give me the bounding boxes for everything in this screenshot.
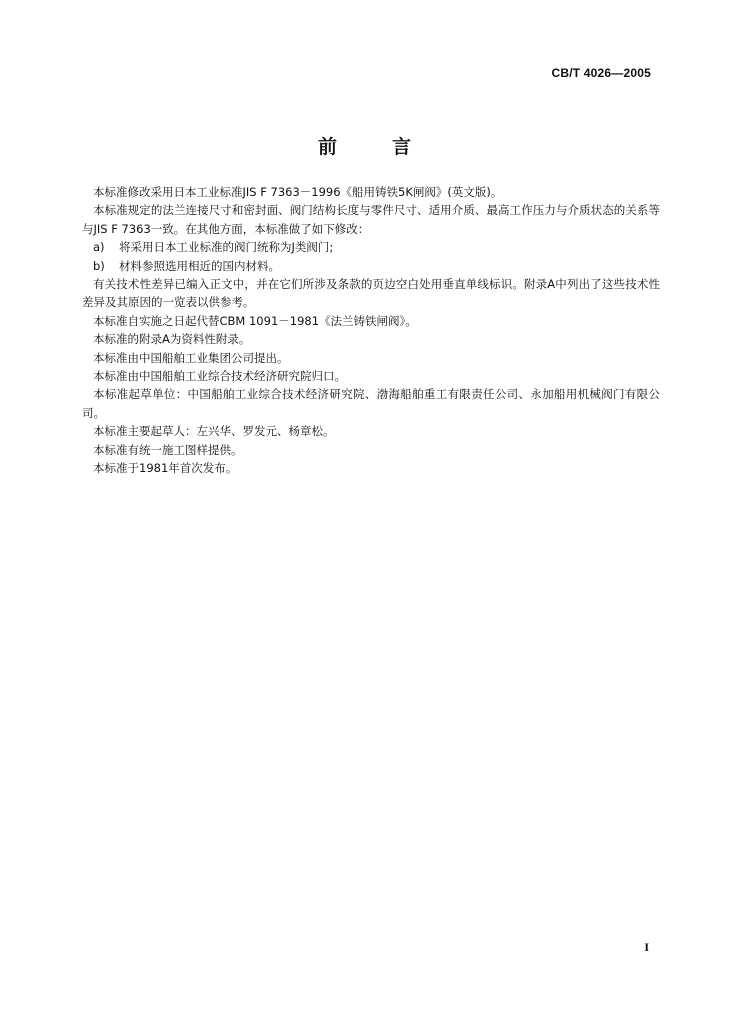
page-number: I [644,940,649,954]
paragraph-drafters: 本标准主要起草人：左兴华、罗发元、杨章松。 [93,424,335,439]
paragraph-proposed-by: 本标准由中国船舶工业集团公司提出。 [93,350,289,365]
list-marker: a) [93,240,105,255]
paragraph-drafting-units: 本标准起草单位：中国船舶工业综合技术经济研究院、渤海船舶重工有限责任公司、永加船用机械阀门有限公司。 [82,387,660,420]
paragraph-technical-differences: 有关技术性差异已编入正文中，并在它们所涉及条款的页边空白处用垂直单线标识。附录A中列出了这些技术性差异及其原因的一览表以供参考。 [82,277,660,310]
foreword-body [82,183,660,478]
paragraph-replaces: 本标准自实施之日起代替CBM 1091－1981《法兰铸铁闸阀》。 [93,313,417,328]
paragraph-modifications: 本标准规定的法兰连接尺寸和密封面、阀门结构长度与零件尺寸、适用介质、最高工作压力与介质状态的关系等与JIS F 7363一致。在其他方面，本标准做了如下修改： [82,203,660,236]
paragraph-scope: 本标准修改采用日本工业标准JIS F 7363－1996《船用铸铁5K闸阀》(英文版)。 [93,185,503,199]
list-item [82,257,660,275]
paragraph-managed-by: 本标准由中国船舶工业综合技术经济研究院归口。 [93,369,346,384]
standard-code: CB/T 4026—2005 [551,66,651,80]
list-item [82,238,660,256]
paragraph-first-issue: 本标准于1981年首次发布。 [93,461,238,476]
list-marker: b) [93,258,105,273]
list-item-text: 材料参照选用相近的国内材料。 [119,258,280,273]
paragraph-annex: 本标准的附录A为资料性附录。 [93,332,251,347]
list-item-text: 将采用日本工业标准的阀门统称为J类阀门; [119,240,334,255]
paragraph-drawings: 本标准有统一施工图样提供。 [93,442,243,457]
page-title: 前 言 [317,136,429,158]
